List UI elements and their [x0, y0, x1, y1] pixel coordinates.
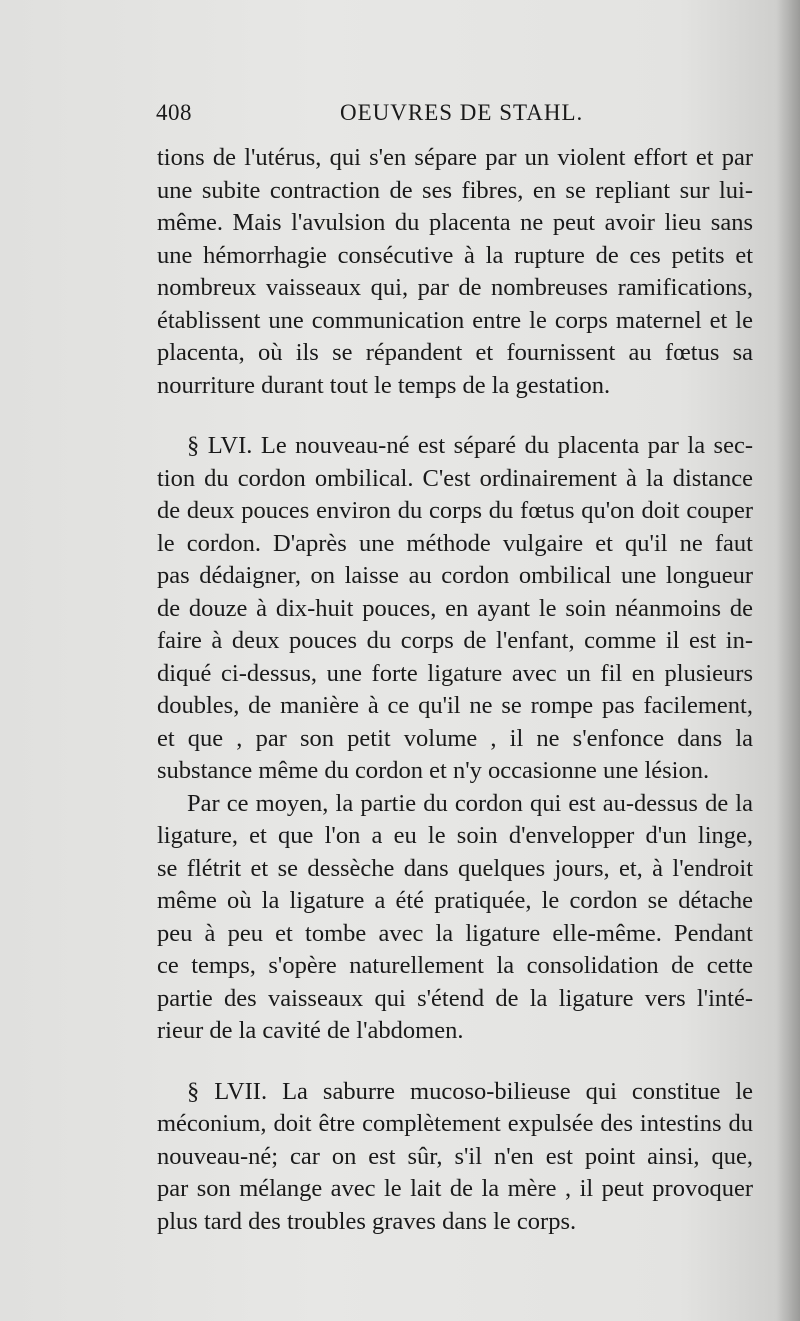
text-line: § LVI. Le nouveau-né est séparé du placenta par la sec- [187, 432, 753, 459]
text-line: méconium, doit être complètement expulsée des intestins du [157, 1110, 753, 1137]
paragraph-2-section-lvi [157, 430, 753, 788]
text-line: diqué ci-dessus, une forte ligature avec un fil en plusieurs [157, 659, 753, 687]
text-line: partie des vaisseaux qui s'étend de la ligature vers l'inté- [157, 984, 753, 1012]
page-header [156, 100, 746, 134]
text-line: nourriture durant tout le temps de la gestation. [157, 371, 611, 399]
body-text [157, 142, 753, 1238]
text-line: une hémorrhagie consécutive à la rupture de ces petits et [157, 241, 753, 269]
text-line: par son mélange avec le lait de la mère , il peut provoquer [157, 1175, 753, 1202]
text-line: et que , par son petit volume , il ne s'enfonce dans la [157, 724, 753, 752]
text-line: même. Mais l'avulsion du placenta ne peut avoir lieu sans [157, 209, 753, 236]
text-line: pas dédaigner, on laisse au cordon ombilical une longueur [157, 562, 753, 589]
text-line: de douze à dix-huit pouces, en ayant le soin néanmoins de [157, 594, 753, 622]
text-line: substance même du cordon et n'y occasionne une lésion. [157, 757, 710, 784]
text-line: § LVII. La saburre mucoso-bilieuse qui constitue le [187, 1077, 753, 1105]
text-line: Par ce moyen, la partie du cordon qui est au-dessus de la [187, 789, 753, 817]
text-line: même où la ligature a été pratiquée, le cordon se détache [157, 887, 753, 914]
running-title: OEUVRES DE STAHL. [340, 100, 584, 125]
text-line: doubles, de manière à ce qu'il ne se rompe pas facilement, [157, 692, 753, 719]
text-line: tion du cordon ombilical. C'est ordinairement à la distance [157, 464, 753, 492]
text-line: peu à peu et tombe avec la ligature elle-même. Pendant [157, 919, 753, 947]
page-number: 408 [156, 100, 192, 125]
paragraph-gap [157, 1048, 753, 1076]
text-line: tions de l'utérus, qui s'en sépare par un violent effort et par [157, 144, 753, 171]
text-line: placenta, où ils se répandent et fournissent au fœtus sa [157, 339, 753, 366]
text-line: ce temps, s'opère naturellement la consolidation de cette [157, 952, 753, 979]
text-line: de deux pouces environ du corps du fœtus qu'on doit couper [157, 497, 753, 524]
text-line: ligature, et que l'on a eu le soin d'envelopper d'un linge, [157, 822, 753, 849]
paragraph-3 [157, 788, 753, 1048]
paragraph-4-section-lvii [157, 1076, 753, 1239]
text-line: une subite contraction de ses fibres, en se repliant sur lui- [157, 176, 753, 204]
text-line: nouveau-né; car on est sûr, s'il n'en est point ainsi, que, [157, 1142, 753, 1170]
text-line: nombreux vaisseaux qui, par de nombreuses ramifications, [157, 274, 753, 301]
paragraph-gap [157, 402, 753, 430]
text-line: établissent une communication entre le corps maternel et le [157, 306, 753, 334]
paragraph-1 [157, 142, 753, 402]
text-line: rieur de la cavité de l'abdomen. [157, 1017, 464, 1044]
text-line: se flétrit et se dessèche dans quelques jours, et, à l'endroit [157, 854, 753, 882]
text-line: le cordon. D'après une méthode vulgaire et qu'il ne faut [157, 529, 753, 557]
text-line: faire à deux pouces du corps de l'enfant, comme il est in- [157, 627, 753, 654]
text-line: plus tard des troubles graves dans le corps. [157, 1207, 577, 1235]
